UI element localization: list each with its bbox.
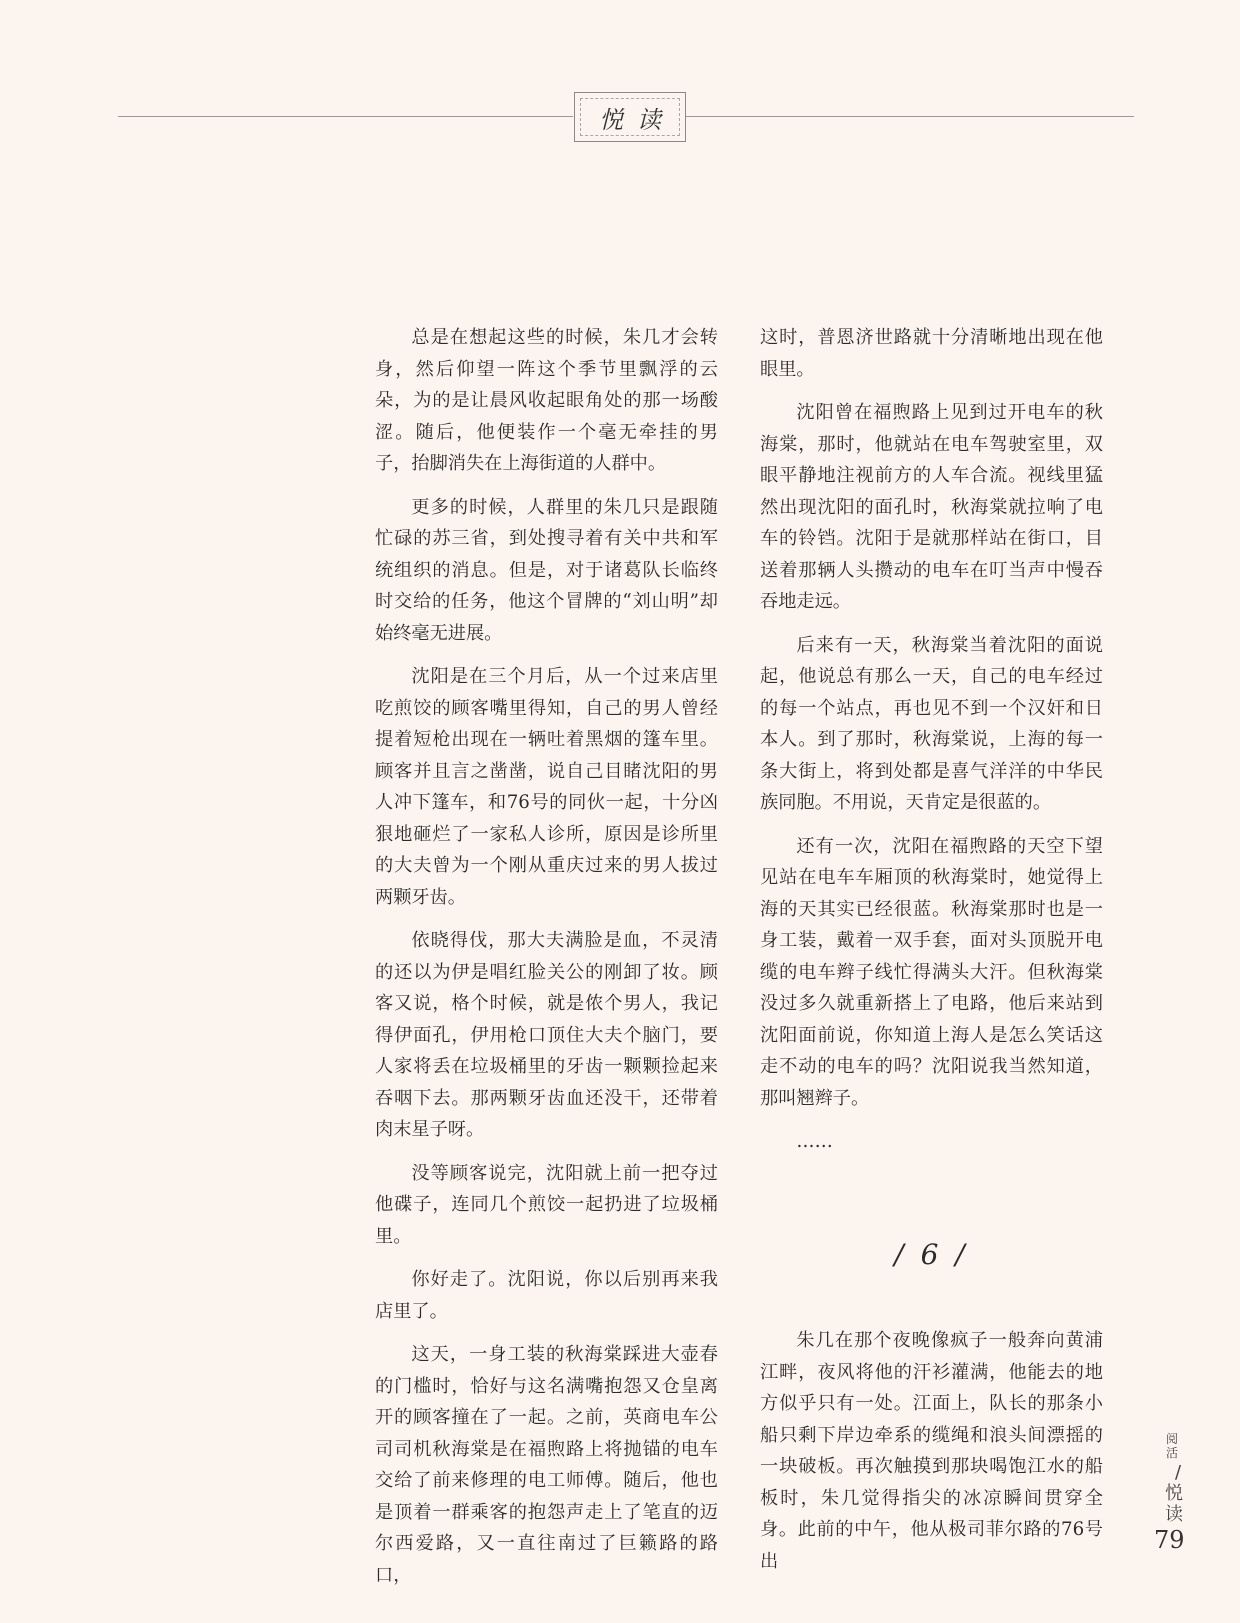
paragraph: 依晓得伐，那大夫满脸是血，不灵清的还以为伊是唱红脸关公的刚卸了妆。顾客又说，格个时候，就是侬个男人，我记得伊面孔，伊用枪口顶住大夫个脑门，要人家将丢在垃圾桶里的牙齿一颗颗捡起来吞咽下去。那两颗牙齿血还没干，还带着肉末星子呀。 xyxy=(375,930,718,1140)
paragraph: 更多的时候，人群里的朱几只是跟随忙碌的苏三省，到处搜寻着有关中共和军统组织的消息。但是，对于诸葛队长临终时交给的任务，他这个冒牌的“刘山明”却始终毫无进展。 xyxy=(375,496,718,644)
ellipsis: …… xyxy=(796,1131,833,1152)
paragraph: 还有一次，沈阳在福煦路的天空下望见站在电车车厢顶的秋海棠时，她觉得上海的天其实已经很蓝。秋海棠那时也是一身工装，戴着一双手套，面对头顶脱开电缆的电车辫子线忙得满头大汗。但秋海棠没过多久就重新搭上了电路，他后来站到沈阳面前说，你知道上海人是怎么笑话这走不动的电车的吗？沈阳说我当然知道，那叫翘辫子。 xyxy=(760,835,1103,1109)
section-header-title: 悦读 xyxy=(599,105,675,134)
side-column-label xyxy=(1160,1432,1184,1525)
paragraph: 没等顾客说完，沈阳就上前一把夺过他碟子，连同几个煎饺一起扔进了垃圾桶里。 xyxy=(375,1162,718,1247)
page-number: 79 xyxy=(1154,1526,1185,1554)
right-text-column xyxy=(760,322,1103,1170)
section-six-text xyxy=(760,1325,1103,1577)
continued-paragraph: 这时，普恩济世路就十分清晰地出现在他眼里。 xyxy=(760,327,1103,380)
paragraph: 总是在想起这些的时候，朱几才会转身，然后仰望一阵这个季节里飘浮的云朵，为的是让晨风收起眼角处的那一场酸涩。随后，他便装作一个毫无牵挂的男子，抬脚消失在上海街道的人群中。 xyxy=(375,327,718,474)
section-number: / 6 / xyxy=(894,1238,969,1271)
side-label-slash: / xyxy=(1174,1462,1182,1483)
header-rule-left xyxy=(118,116,573,117)
left-text-column xyxy=(375,322,718,1603)
side-label-top: 阅活 xyxy=(1165,1432,1178,1460)
paragraph: 后来有一天，秋海棠当着沈阳的面说起，他说总有那么一天，自己的电车经过的每一个站点，再也见不到一个汉奸和日本人。到了那时，秋海棠说，上海的每一条大街上，将到处都是喜气洋洋的中华民族同胞。不用说，天肯定是很蓝的。 xyxy=(760,634,1103,813)
paragraph: 沈阳是在三个月后，从一个过来店里吃煎饺的顾客嘴里得知，自己的男人曾经提着短枪出现在一辆吐着黑烟的篷车里。顾客并且言之凿凿，说自己目睹沈阳的男人冲下篷车，和76号的同伙一起，十分凶狠地砸烂了一家私人诊所，原因是诊所里的大夫曾为一个刚从重庆过来的男人拔过两颗牙齿。 xyxy=(375,666,718,908)
paragraph: 沈阳曾在福煦路上见到过开电车的秋海棠，那时，他就站在电车驾驶室里，双眼平静地注视前方的人车合流。视线里猛然出现沈阳的面孔时，秋海棠就拉响了电车的铃铛。沈阳于是就那样站在街口，目送着那辆人头攒动的电车在叮当声中慢吞吞地走远。 xyxy=(760,402,1103,612)
paragraph: 你好走了。沈阳说，你以后别再来我店里了。 xyxy=(375,1269,718,1322)
section-header-box xyxy=(574,92,686,142)
header-rule-right xyxy=(686,116,1134,117)
paragraph: 这天，一身工装的秋海棠踩进大壶春的门槛时，恰好与这名满嘴抱怨又仓皇离开的顾客撞在了一起。之前，英商电车公司司机秋海棠是在福煦路上将抛锚的电车交给了前来修理的电工师傅。随后，他也是顶着一群乘客的抱怨声走上了笔直的迈尔西爱路，又一直往南过了巨籁路的路口， xyxy=(375,1344,718,1586)
paragraph: 朱几在那个夜晚像疯子一般奔向黄浦江畔，夜风将他的汗衫灌满，他能去的地方似乎只有一处。江面上，队长的那条小船只剩下岸边牵系的缆绳和浪头间漂摇的一块破板。再次触摸到那块喝饱江水的船板时，朱几觉得指尖的冰凉瞬间贯穿全身。此前的中午，他从极司菲尔路的76号出 xyxy=(760,1330,1103,1572)
side-label-bottom: 悦读 xyxy=(1165,1483,1183,1525)
